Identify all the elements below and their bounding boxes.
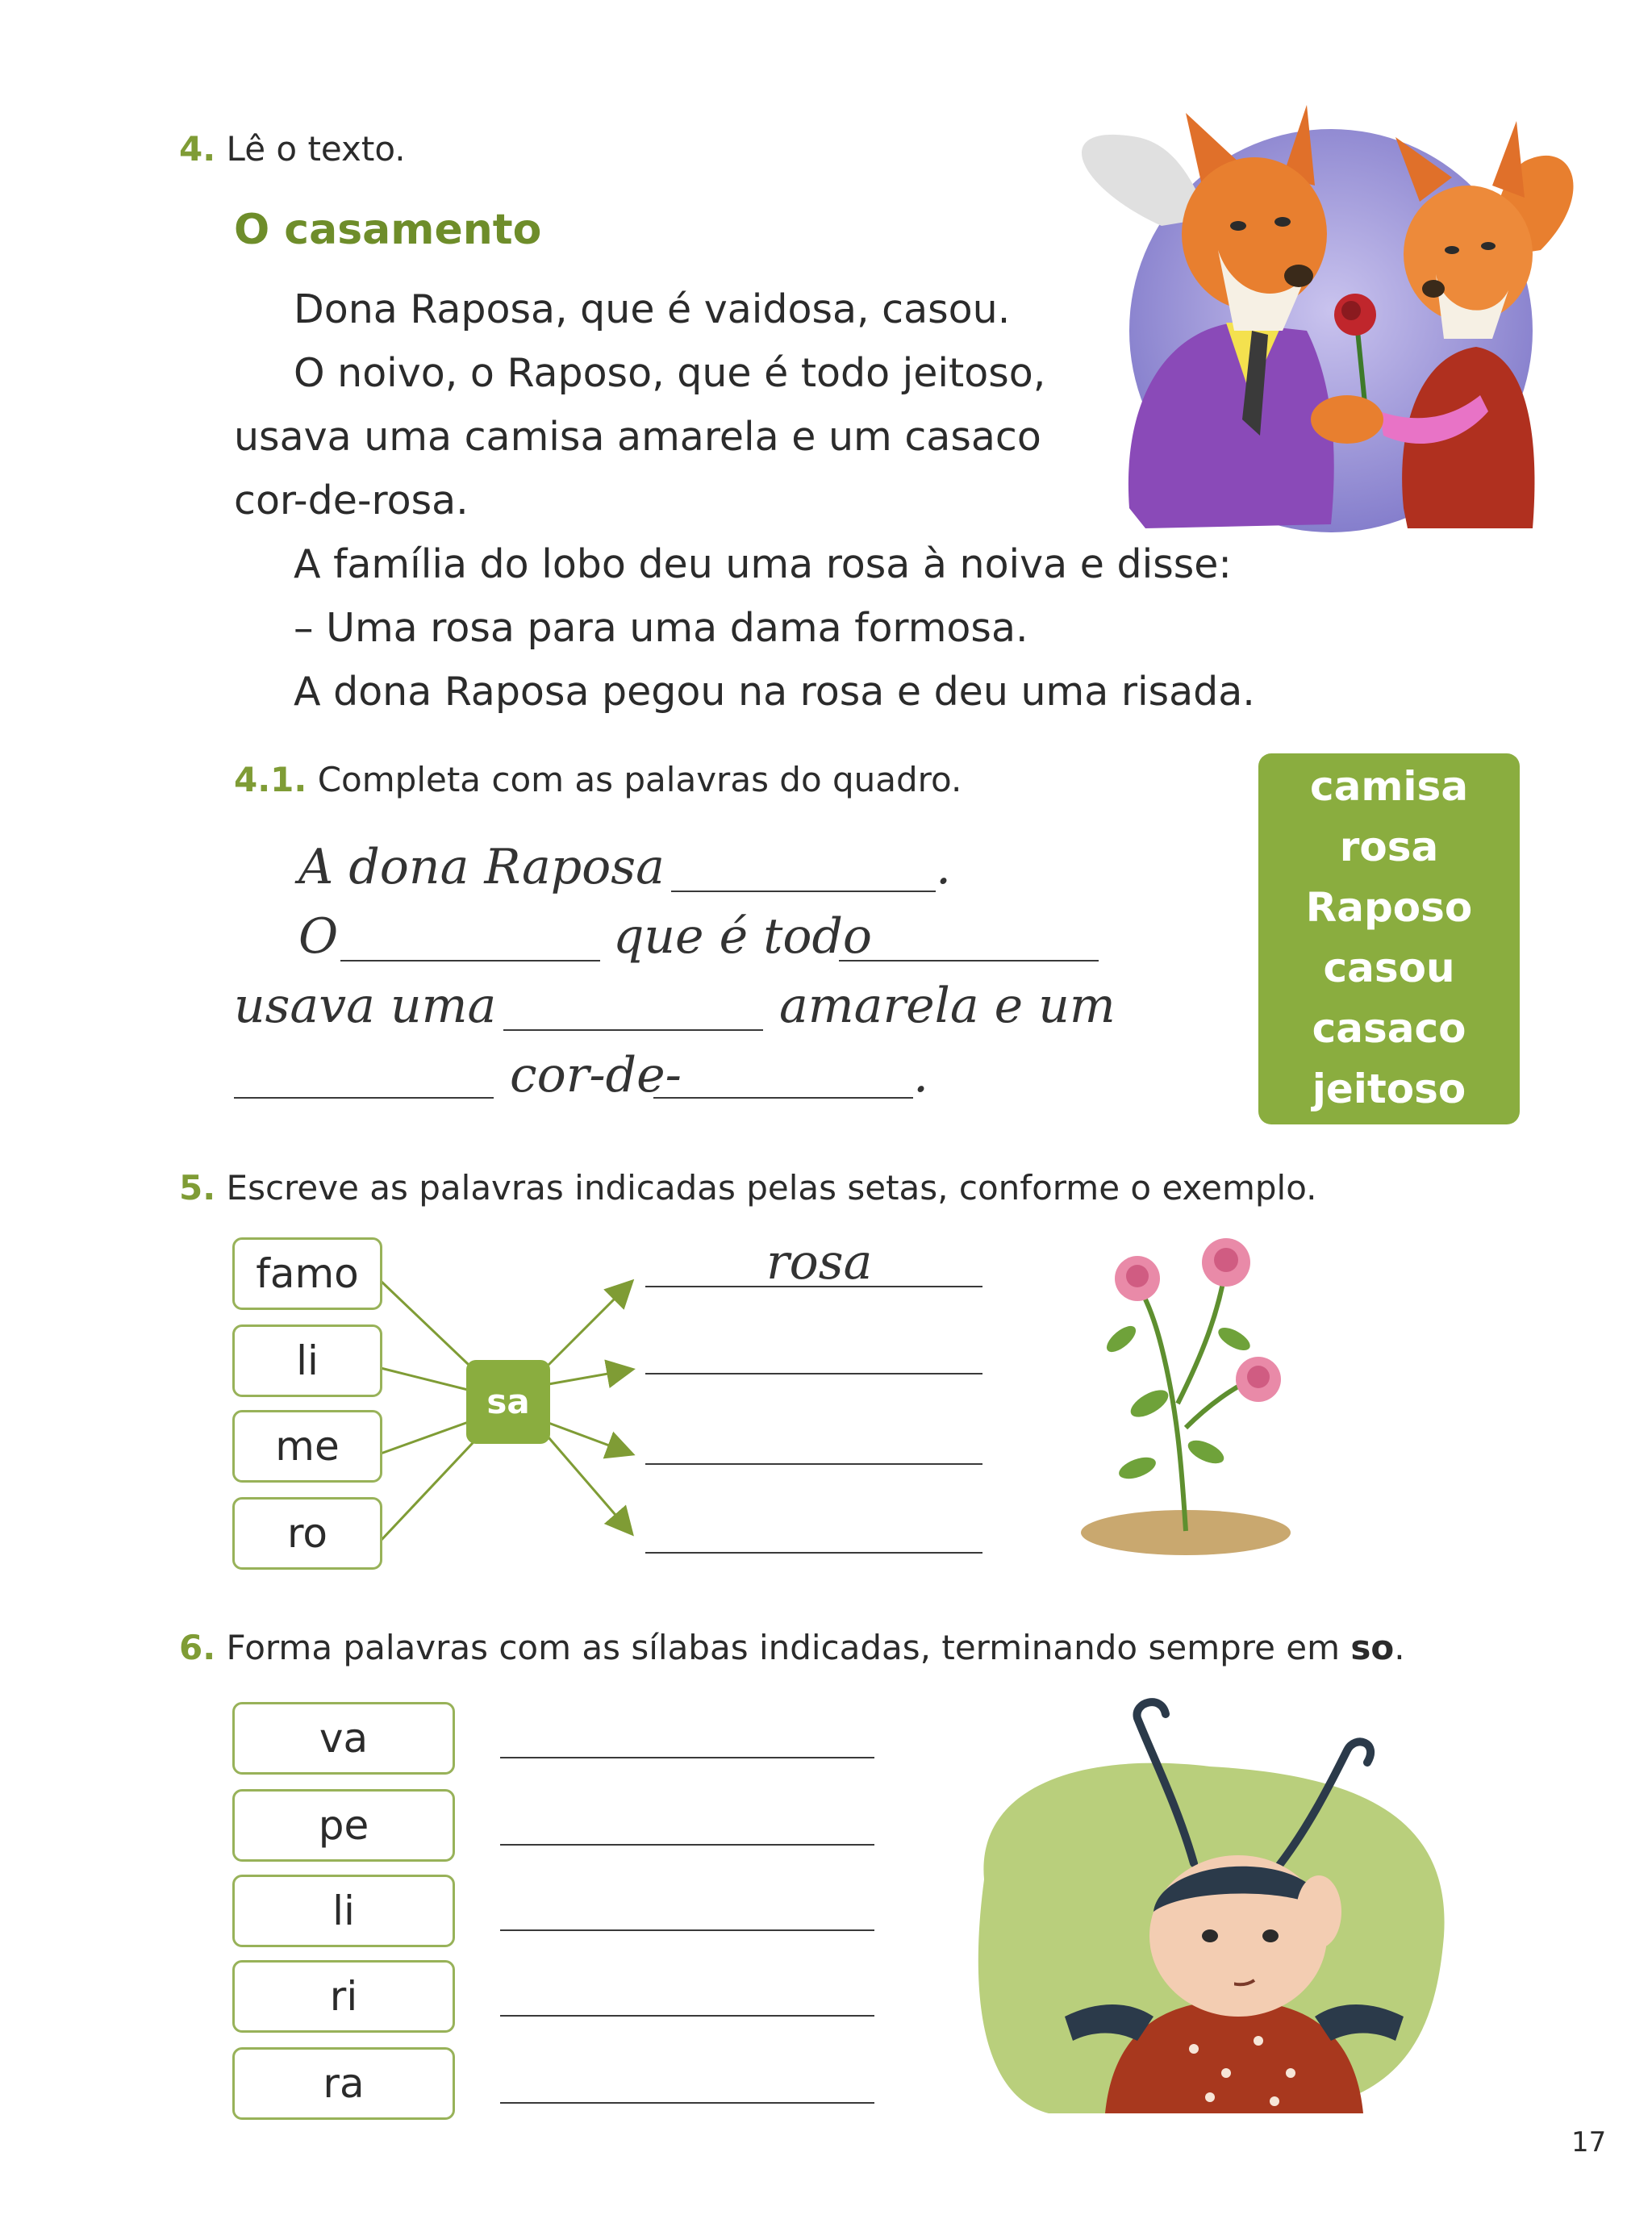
answer-line-q6-3[interactable] <box>500 1929 874 1931</box>
syllable-box: ro <box>232 1497 382 1570</box>
q41-heading <box>234 760 962 799</box>
blank-5[interactable] <box>234 1097 494 1099</box>
story-title: O casamento <box>234 206 542 254</box>
page-number: 17 <box>1571 2126 1607 2159</box>
answer-line-q6-4[interactable] <box>500 2015 874 2017</box>
blank-1[interactable] <box>671 891 936 892</box>
syllable-box: me <box>232 1410 382 1483</box>
q4-instruction: Lê o texto. <box>226 129 406 169</box>
answer-line-2[interactable] <box>645 1373 982 1374</box>
q6-number: 6. <box>179 1628 216 1667</box>
blank-4[interactable] <box>503 1029 763 1031</box>
story-line-1: Dona Raposa, que é vaidosa, casou. <box>294 286 1011 332</box>
ladybug-character-illustration <box>952 1694 1468 2121</box>
example-answer: rosa <box>766 1234 873 1291</box>
center-syllable-sa: sa <box>466 1360 550 1444</box>
story-line-6: – Uma rosa para uma dama formosa. <box>294 605 1028 651</box>
word-box-item: Raposo <box>1305 884 1473 931</box>
script-line-4-mid: cor-de- <box>510 1047 682 1103</box>
script-line-1-text: A dona Raposa <box>298 839 665 895</box>
blank-3[interactable] <box>839 960 1099 962</box>
q6-heading <box>179 1628 1405 1667</box>
rose-plant-illustration <box>1073 1226 1299 1557</box>
q5-number: 5. <box>179 1168 216 1208</box>
story-line-3: usava uma camisa amarela e um casaco <box>234 414 1041 460</box>
word-box-item: jeitoso <box>1312 1066 1466 1112</box>
syllable-box: li <box>232 1875 455 1947</box>
syllable-box: li <box>232 1324 382 1397</box>
word-box-item: casaco <box>1312 1005 1466 1052</box>
word-box-item: camisa <box>1309 763 1469 810</box>
fox-couple-illustration <box>1041 89 1589 540</box>
script-line-3-start: usava uma <box>234 978 497 1034</box>
answer-line-q6-2[interactable] <box>500 1844 874 1846</box>
q5-heading <box>179 1168 1317 1208</box>
answer-line-1[interactable] <box>645 1286 982 1287</box>
syllable-box: famo <box>232 1237 382 1310</box>
syllable-box: ra <box>232 2047 455 2120</box>
q6-instruction-pre: Forma palavras com as sílabas indicadas, terminando sempre em <box>226 1628 1351 1667</box>
script-line-2-start: O <box>298 908 339 965</box>
blank-6[interactable] <box>653 1097 913 1099</box>
syllable-box: pe <box>232 1789 455 1862</box>
script-line-4-end: . <box>913 1047 929 1103</box>
blank-2[interactable] <box>340 960 600 962</box>
script-line-1-end: . <box>936 839 952 895</box>
script-line-2-mid: que é todo <box>613 908 872 965</box>
answer-line-3[interactable] <box>645 1463 982 1465</box>
word-box <box>1258 753 1520 1124</box>
syllable-box: ri <box>232 1960 455 2033</box>
q6-instruction-post: . <box>1394 1628 1405 1667</box>
answer-line-q6-5[interactable] <box>500 2102 874 2104</box>
q41-number: 4.1. <box>234 760 307 799</box>
story-line-4: cor-de-rosa. <box>234 478 469 524</box>
word-box-item: casou <box>1323 945 1455 991</box>
story-line-7: A dona Raposa pegou na rosa e deu uma risada. <box>294 669 1255 715</box>
word-box-item: rosa <box>1339 824 1439 870</box>
script-line-3-mid: amarela e um <box>779 978 1116 1034</box>
q41-instruction: Completa com as palavras do quadro. <box>317 760 962 799</box>
q6-instruction-bold: so <box>1350 1628 1395 1667</box>
answer-line-q6-1[interactable] <box>500 1757 874 1758</box>
q4-heading <box>179 129 406 169</box>
story-line-2: O noivo, o Raposo, que é todo jeitoso, <box>294 350 1046 396</box>
syllable-box: va <box>232 1702 455 1775</box>
story-line-5: A família do lobo deu uma rosa à noiva e disse: <box>294 541 1232 587</box>
q4-number: 4. <box>179 129 216 169</box>
answer-line-4[interactable] <box>645 1552 982 1554</box>
q5-instruction: Escreve as palavras indicadas pelas setas, conforme o exemplo. <box>226 1168 1317 1208</box>
